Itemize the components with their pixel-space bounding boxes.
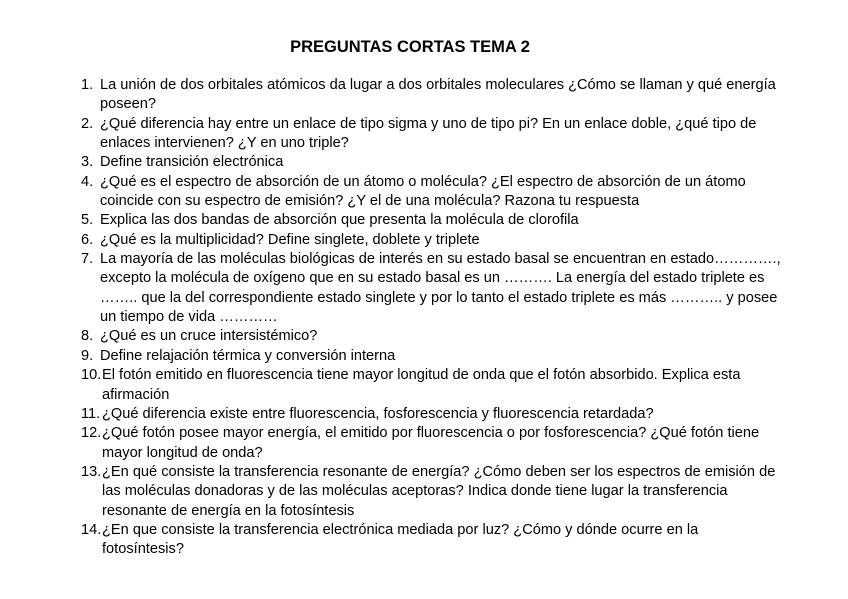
question-item-4 <box>81 173 781 212</box>
question-text: La mayoría de las moléculas biológicas de interés en su estado basal se encuentran en estado…………., excepto la molécula de oxígeno que en su estado basal es un ………. La energía del estado triplete es …….. que la del correspondiente estado singlete y por lo tanto el estado triplete es más ……….. y posee un tiempo de vida ………… <box>100 251 781 326</box>
question-number: 5. <box>81 212 94 229</box>
question-text: La unión de dos orbitales atómicos da lugar a dos orbitales moleculares ¿Cómo se llaman y qué energía poseen? <box>100 77 776 113</box>
question-text: ¿Qué diferencia hay entre un enlace de tipo sigma y uno de tipo pi? En un enlace doble, ¿qué tipo de enlaces intervienen? ¿Y en uno triple? <box>100 115 757 152</box>
question-item-10 <box>81 366 781 405</box>
question-text: ¿Qué es el espectro de absorción de un átomo o molécula? ¿El espectro de absorción de un átomo coincide con su espectro de emisión? ¿Y el de una molécula? Razona tu respuesta <box>100 173 746 210</box>
question-number: 1. <box>81 77 94 93</box>
question-text: Explica las dos bandas de absorción que presenta la molécula de clorofila <box>100 212 579 229</box>
question-item-7 <box>81 250 781 327</box>
question-item-14 <box>81 521 781 560</box>
question-text: ¿En qué consiste la transferencia resonante de energía? ¿Cómo deben ser los espectros de emisión de las moléculas donadoras y de las moléculas aceptoras? Indica donde tiene lugar la transferencia resonante de energía en la fotosíntesis <box>102 463 776 519</box>
question-number: 11. <box>81 405 101 422</box>
question-text: ¿Qué es la multiplicidad? Define singlete, doblete y triplete <box>100 231 480 248</box>
question-item-5 <box>81 211 781 230</box>
question-number: 4. <box>81 173 94 190</box>
question-item-12 <box>81 424 781 463</box>
question-number: 12. <box>81 425 102 442</box>
question-number: 3. <box>81 154 94 171</box>
question-text: ¿Qué diferencia existe entre fluorescencia, fosforescencia y fluorescencia retardada? <box>102 405 654 422</box>
question-item-2 <box>81 115 781 154</box>
question-text: Define relajación térmica y conversión interna <box>100 347 396 364</box>
question-number: 10. <box>81 367 102 384</box>
question-text: Define transición electrónica <box>100 154 284 171</box>
question-number: 9. <box>81 347 94 364</box>
question-text: El fotón emitido en fluorescencia tiene mayor longitud de onda que el fotón absorbido. Explica esta afirmación <box>102 367 741 403</box>
question-item-6 <box>81 231 781 250</box>
question-list <box>81 76 781 560</box>
question-item-11 <box>81 405 781 424</box>
question-number: 2. <box>81 115 94 132</box>
question-text: ¿En que consiste la transferencia electrónica mediada por luz? ¿Cómo y dónde ocurre en la fotosíntesis? <box>102 521 699 558</box>
question-item-9 <box>81 347 781 366</box>
page-title: PREGUNTAS CORTAS TEMA 2 <box>290 38 530 56</box>
question-number: 14. <box>81 521 102 538</box>
question-number: 7. <box>81 251 94 268</box>
question-number: 6. <box>81 231 94 248</box>
question-number: 13. <box>81 463 102 480</box>
question-item-8 <box>81 327 781 346</box>
question-item-1 <box>81 76 781 115</box>
question-item-13 <box>81 463 781 521</box>
question-number: 8. <box>81 328 94 345</box>
question-text: ¿Qué es un cruce intersistémico? <box>100 328 318 345</box>
question-text: ¿Qué fotón posee mayor energía, el emitido por fluorescencia o por fosforescencia? ¿Qué fotón tiene mayor longitud de onda? <box>102 425 760 461</box>
question-item-3 <box>81 153 781 172</box>
